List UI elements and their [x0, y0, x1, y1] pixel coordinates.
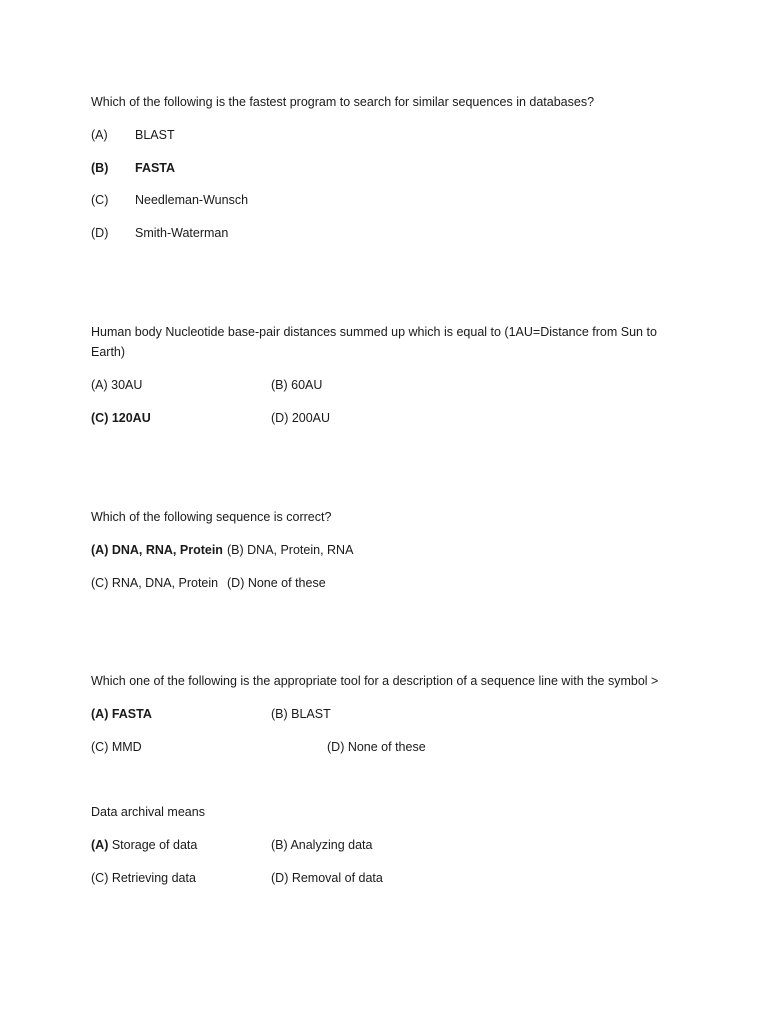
- question-3-text: Which of the following sequence is correct?: [91, 510, 332, 524]
- question-2-option-d: (D) 200AU: [271, 411, 331, 425]
- question-1-option-b-label: (B): [91, 161, 109, 175]
- question-3-option-d: (D) None of these: [227, 576, 326, 590]
- question-2-option-b: (B) 60AU: [271, 378, 323, 392]
- question-1-option-d-label: (D): [91, 226, 109, 240]
- question-2-text: Human body Nucleotide base-pair distances summed up which is equal to (1AU=Distance from Sun to Earth): [91, 325, 657, 359]
- question-5-text: Data archival means: [91, 805, 205, 819]
- question-4-option-c: (C) MMD: [91, 740, 142, 754]
- question-5-option-c: (C) Retrieving data: [91, 871, 196, 885]
- question-1-option-a-label: (A): [91, 128, 108, 142]
- question-5-option-a-text: Storage of data: [111, 838, 198, 852]
- question-5-option-a-label: (A): [91, 838, 109, 852]
- question-1-text: Which of the following is the fastest program to search for similar sequences in databases?: [91, 95, 595, 109]
- question-1-option-c-label: (C): [91, 193, 109, 207]
- question-1-option-d-text: Smith-Waterman: [135, 226, 229, 240]
- question-4-option-b: (B) BLAST: [271, 707, 331, 721]
- question-5-option-b: (B) Analyzing data: [271, 838, 373, 852]
- question-3-option-c: (C) RNA, DNA, Protein: [91, 576, 219, 590]
- question-1-option-c-text: Needleman-Wunsch: [135, 193, 249, 207]
- question-4-option-a: (A) FASTA: [91, 707, 152, 721]
- question-4-option-d: (D) None of these: [327, 740, 426, 754]
- question-3-option-b: (B) DNA, Protein, RNA: [227, 543, 354, 557]
- question-1-option-b-text: FASTA: [135, 161, 176, 175]
- question-2-option-c: (C) 120AU: [91, 411, 151, 425]
- question-4-text: Which one of the following is the appropriate tool for a description of a sequence line with the symbol >: [91, 674, 659, 688]
- question-1-option-a-text: BLAST: [135, 128, 175, 142]
- question-5-option-d: (D) Removal of data: [271, 871, 383, 885]
- question-2-option-a: (A) 30AU: [91, 378, 143, 392]
- question-3-option-a: (A) DNA, RNA, Protein: [91, 543, 223, 557]
- question-5-option-a: [91, 835, 197, 855]
